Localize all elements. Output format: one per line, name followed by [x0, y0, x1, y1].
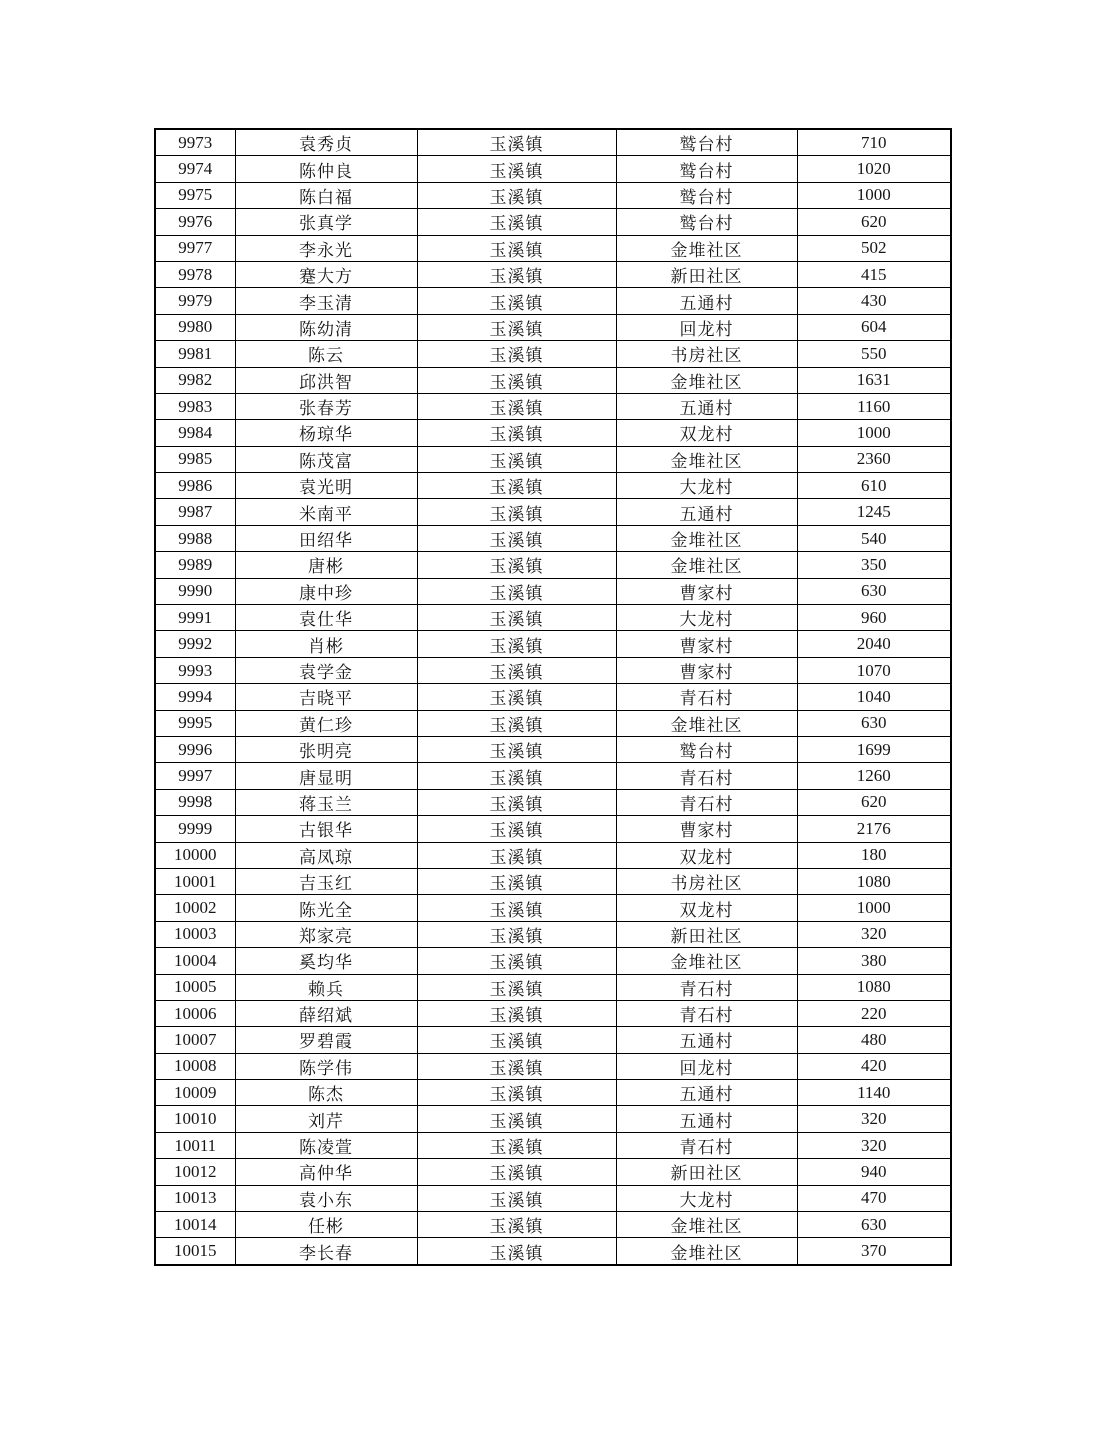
cell-amount: 2040 — [797, 631, 951, 657]
cell-name: 陈仲良 — [235, 156, 417, 182]
cell-name: 张明亮 — [235, 736, 417, 762]
cell-name: 袁秀贞 — [235, 129, 417, 156]
cell-amount: 1020 — [797, 156, 951, 182]
cell-id: 9993 — [155, 657, 235, 683]
cell-id: 10004 — [155, 948, 235, 974]
cell-village: 金堆社区 — [616, 367, 797, 393]
cell-village: 鹫台村 — [616, 736, 797, 762]
cell-id: 10015 — [155, 1238, 235, 1265]
cell-id: 9994 — [155, 684, 235, 710]
table-row — [155, 1053, 951, 1079]
cell-town: 玉溪镇 — [417, 552, 616, 578]
cell-name: 陈凌萱 — [235, 1132, 417, 1158]
cell-town: 玉溪镇 — [417, 156, 616, 182]
table-row — [155, 657, 951, 683]
cell-village: 青石村 — [616, 1000, 797, 1026]
cell-village: 双龙村 — [616, 420, 797, 446]
cell-amount: 960 — [797, 605, 951, 631]
cell-town: 玉溪镇 — [417, 129, 616, 156]
cell-id: 9974 — [155, 156, 235, 182]
cell-name: 陈白福 — [235, 182, 417, 208]
cell-village: 青石村 — [616, 684, 797, 710]
table-row — [155, 631, 951, 657]
cell-amount: 1080 — [797, 868, 951, 894]
cell-id: 9984 — [155, 420, 235, 446]
cell-name: 黄仁珍 — [235, 710, 417, 736]
cell-town: 玉溪镇 — [417, 631, 616, 657]
cell-village: 金堆社区 — [616, 446, 797, 472]
cell-amount: 370 — [797, 1238, 951, 1265]
table-row — [155, 314, 951, 340]
cell-amount: 710 — [797, 129, 951, 156]
cell-id: 9982 — [155, 367, 235, 393]
cell-name: 郑家亮 — [235, 921, 417, 947]
cell-id: 10007 — [155, 1027, 235, 1053]
cell-amount: 940 — [797, 1159, 951, 1185]
cell-id: 9979 — [155, 288, 235, 314]
cell-village: 青石村 — [616, 974, 797, 1000]
cell-amount: 540 — [797, 525, 951, 551]
cell-id: 9999 — [155, 816, 235, 842]
cell-village: 书房社区 — [616, 341, 797, 367]
cell-amount: 630 — [797, 1212, 951, 1238]
table-row — [155, 842, 951, 868]
cell-town: 玉溪镇 — [417, 261, 616, 287]
records-table — [154, 128, 952, 1266]
cell-village: 青石村 — [616, 763, 797, 789]
cell-id: 9986 — [155, 473, 235, 499]
cell-id: 10014 — [155, 1212, 235, 1238]
cell-town: 玉溪镇 — [417, 921, 616, 947]
cell-name: 米南平 — [235, 499, 417, 525]
cell-town: 玉溪镇 — [417, 1159, 616, 1185]
cell-amount: 1000 — [797, 420, 951, 446]
table-row — [155, 261, 951, 287]
cell-amount: 420 — [797, 1053, 951, 1079]
cell-amount: 1040 — [797, 684, 951, 710]
cell-town: 玉溪镇 — [417, 393, 616, 419]
cell-village: 青石村 — [616, 1132, 797, 1158]
table-row — [155, 499, 951, 525]
cell-town: 玉溪镇 — [417, 736, 616, 762]
cell-village: 五通村 — [616, 1027, 797, 1053]
cell-amount: 1070 — [797, 657, 951, 683]
cell-town: 玉溪镇 — [417, 842, 616, 868]
table-row — [155, 1238, 951, 1265]
cell-id: 9996 — [155, 736, 235, 762]
cell-town: 玉溪镇 — [417, 499, 616, 525]
cell-id: 10005 — [155, 974, 235, 1000]
table-row — [155, 235, 951, 261]
cell-town: 玉溪镇 — [417, 314, 616, 340]
cell-village: 青石村 — [616, 789, 797, 815]
cell-village: 曹家村 — [616, 578, 797, 604]
cell-amount: 630 — [797, 578, 951, 604]
table-row — [155, 446, 951, 472]
cell-name: 唐显明 — [235, 763, 417, 789]
cell-id: 10010 — [155, 1106, 235, 1132]
cell-town: 玉溪镇 — [417, 1053, 616, 1079]
cell-village: 五通村 — [616, 499, 797, 525]
cell-village: 金堆社区 — [616, 710, 797, 736]
cell-village: 大龙村 — [616, 473, 797, 499]
cell-amount: 1631 — [797, 367, 951, 393]
cell-village: 鹫台村 — [616, 182, 797, 208]
cell-id: 10011 — [155, 1132, 235, 1158]
cell-amount: 320 — [797, 1132, 951, 1158]
cell-village: 新田社区 — [616, 261, 797, 287]
cell-name: 赖兵 — [235, 974, 417, 1000]
cell-amount: 415 — [797, 261, 951, 287]
cell-town: 玉溪镇 — [417, 341, 616, 367]
cell-village: 金堆社区 — [616, 525, 797, 551]
cell-name: 陈光全 — [235, 895, 417, 921]
cell-amount: 1080 — [797, 974, 951, 1000]
cell-name: 张真学 — [235, 209, 417, 235]
cell-id: 9981 — [155, 341, 235, 367]
cell-amount: 620 — [797, 789, 951, 815]
cell-name: 奚均华 — [235, 948, 417, 974]
cell-name: 袁学金 — [235, 657, 417, 683]
table-row — [155, 129, 951, 156]
cell-town: 玉溪镇 — [417, 288, 616, 314]
cell-village: 书房社区 — [616, 868, 797, 894]
cell-id: 9989 — [155, 552, 235, 578]
cell-amount: 550 — [797, 341, 951, 367]
table-row — [155, 895, 951, 921]
cell-town: 玉溪镇 — [417, 578, 616, 604]
cell-id: 9990 — [155, 578, 235, 604]
table-row — [155, 868, 951, 894]
table-row — [155, 525, 951, 551]
cell-name: 任彬 — [235, 1212, 417, 1238]
cell-amount: 320 — [797, 921, 951, 947]
cell-town: 玉溪镇 — [417, 446, 616, 472]
cell-town: 玉溪镇 — [417, 868, 616, 894]
cell-village: 双龙村 — [616, 895, 797, 921]
cell-name: 陈幼清 — [235, 314, 417, 340]
cell-id: 9998 — [155, 789, 235, 815]
cell-amount: 2176 — [797, 816, 951, 842]
cell-id: 9997 — [155, 763, 235, 789]
cell-id: 10013 — [155, 1185, 235, 1211]
cell-amount: 1699 — [797, 736, 951, 762]
cell-id: 10001 — [155, 868, 235, 894]
cell-town: 玉溪镇 — [417, 1000, 616, 1026]
cell-name: 高仲华 — [235, 1159, 417, 1185]
table-row — [155, 578, 951, 604]
table-row — [155, 684, 951, 710]
table-row — [155, 1106, 951, 1132]
cell-amount: 320 — [797, 1106, 951, 1132]
cell-amount: 1245 — [797, 499, 951, 525]
cell-town: 玉溪镇 — [417, 974, 616, 1000]
cell-village: 曹家村 — [616, 816, 797, 842]
cell-amount: 502 — [797, 235, 951, 261]
table-row — [155, 1212, 951, 1238]
cell-name: 李永光 — [235, 235, 417, 261]
cell-name: 陈云 — [235, 341, 417, 367]
table-row — [155, 393, 951, 419]
cell-id: 9991 — [155, 605, 235, 631]
cell-amount: 1000 — [797, 895, 951, 921]
cell-town: 玉溪镇 — [417, 1027, 616, 1053]
cell-name: 吉玉红 — [235, 868, 417, 894]
cell-town: 玉溪镇 — [417, 1080, 616, 1106]
table-row — [155, 156, 951, 182]
cell-name: 刘芹 — [235, 1106, 417, 1132]
cell-town: 玉溪镇 — [417, 209, 616, 235]
cell-id: 10000 — [155, 842, 235, 868]
cell-name: 张春芳 — [235, 393, 417, 419]
cell-amount: 480 — [797, 1027, 951, 1053]
table-row — [155, 974, 951, 1000]
cell-amount: 630 — [797, 710, 951, 736]
table-row — [155, 1159, 951, 1185]
cell-amount: 1260 — [797, 763, 951, 789]
cell-town: 玉溪镇 — [417, 420, 616, 446]
cell-name: 李长春 — [235, 1238, 417, 1265]
cell-amount: 1000 — [797, 182, 951, 208]
cell-id: 10012 — [155, 1159, 235, 1185]
cell-village: 新田社区 — [616, 1159, 797, 1185]
cell-town: 玉溪镇 — [417, 605, 616, 631]
cell-name: 杨琼华 — [235, 420, 417, 446]
cell-village: 五通村 — [616, 1080, 797, 1106]
cell-name: 袁光明 — [235, 473, 417, 499]
cell-id: 9976 — [155, 209, 235, 235]
cell-id: 9988 — [155, 525, 235, 551]
cell-town: 玉溪镇 — [417, 235, 616, 261]
cell-id: 9995 — [155, 710, 235, 736]
cell-town: 玉溪镇 — [417, 895, 616, 921]
cell-town: 玉溪镇 — [417, 816, 616, 842]
cell-village: 大龙村 — [616, 1185, 797, 1211]
cell-town: 玉溪镇 — [417, 710, 616, 736]
cell-amount: 430 — [797, 288, 951, 314]
cell-id: 10008 — [155, 1053, 235, 1079]
cell-amount: 180 — [797, 842, 951, 868]
cell-village: 回龙村 — [616, 1053, 797, 1079]
cell-town: 玉溪镇 — [417, 948, 616, 974]
cell-town: 玉溪镇 — [417, 763, 616, 789]
cell-amount: 350 — [797, 552, 951, 578]
table-row — [155, 921, 951, 947]
cell-town: 玉溪镇 — [417, 657, 616, 683]
cell-id: 9987 — [155, 499, 235, 525]
cell-name: 肖彬 — [235, 631, 417, 657]
cell-id: 9973 — [155, 129, 235, 156]
cell-town: 玉溪镇 — [417, 473, 616, 499]
cell-town: 玉溪镇 — [417, 525, 616, 551]
cell-id: 9980 — [155, 314, 235, 340]
cell-id: 10006 — [155, 1000, 235, 1026]
cell-amount: 2360 — [797, 446, 951, 472]
cell-town: 玉溪镇 — [417, 684, 616, 710]
cell-amount: 220 — [797, 1000, 951, 1026]
table-row — [155, 182, 951, 208]
cell-village: 鹫台村 — [616, 129, 797, 156]
cell-amount: 470 — [797, 1185, 951, 1211]
table-row — [155, 341, 951, 367]
cell-amount: 1160 — [797, 393, 951, 419]
cell-village: 新田社区 — [616, 921, 797, 947]
cell-village: 曹家村 — [616, 631, 797, 657]
cell-town: 玉溪镇 — [417, 789, 616, 815]
cell-name: 高凤琼 — [235, 842, 417, 868]
cell-name: 袁小东 — [235, 1185, 417, 1211]
cell-id: 10002 — [155, 895, 235, 921]
cell-amount: 620 — [797, 209, 951, 235]
cell-amount: 604 — [797, 314, 951, 340]
cell-village: 鹫台村 — [616, 156, 797, 182]
cell-id: 9983 — [155, 393, 235, 419]
table-row — [155, 1080, 951, 1106]
cell-id: 10003 — [155, 921, 235, 947]
table-row — [155, 288, 951, 314]
cell-id: 9992 — [155, 631, 235, 657]
cell-town: 玉溪镇 — [417, 1185, 616, 1211]
cell-name: 邱洪智 — [235, 367, 417, 393]
cell-name: 李玉清 — [235, 288, 417, 314]
cell-name: 袁仕华 — [235, 605, 417, 631]
table-row — [155, 605, 951, 631]
cell-village: 金堆社区 — [616, 235, 797, 261]
cell-name: 陈杰 — [235, 1080, 417, 1106]
cell-town: 玉溪镇 — [417, 1238, 616, 1265]
cell-id: 9985 — [155, 446, 235, 472]
cell-town: 玉溪镇 — [417, 1132, 616, 1158]
table-row — [155, 816, 951, 842]
cell-name: 古银华 — [235, 816, 417, 842]
table-row — [155, 209, 951, 235]
table-row — [155, 420, 951, 446]
cell-village: 大龙村 — [616, 605, 797, 631]
cell-amount: 380 — [797, 948, 951, 974]
cell-name: 罗碧霞 — [235, 1027, 417, 1053]
cell-name: 唐彬 — [235, 552, 417, 578]
cell-town: 玉溪镇 — [417, 182, 616, 208]
cell-amount: 610 — [797, 473, 951, 499]
cell-name: 蹇大方 — [235, 261, 417, 287]
records-table-body — [155, 129, 951, 1265]
cell-name: 田绍华 — [235, 525, 417, 551]
table-row — [155, 1027, 951, 1053]
cell-village: 金堆社区 — [616, 948, 797, 974]
cell-village: 回龙村 — [616, 314, 797, 340]
cell-town: 玉溪镇 — [417, 367, 616, 393]
cell-village: 曹家村 — [616, 657, 797, 683]
cell-name: 吉晓平 — [235, 684, 417, 710]
table-row — [155, 789, 951, 815]
cell-village: 五通村 — [616, 288, 797, 314]
table-row — [155, 736, 951, 762]
cell-village: 五通村 — [616, 393, 797, 419]
cell-name: 薛绍斌 — [235, 1000, 417, 1026]
cell-village: 金堆社区 — [616, 552, 797, 578]
table-row — [155, 763, 951, 789]
cell-town: 玉溪镇 — [417, 1212, 616, 1238]
table-row — [155, 367, 951, 393]
cell-village: 鹫台村 — [616, 209, 797, 235]
cell-village: 金堆社区 — [616, 1212, 797, 1238]
cell-id: 9978 — [155, 261, 235, 287]
table-row — [155, 1132, 951, 1158]
cell-name: 蒋玉兰 — [235, 789, 417, 815]
cell-id: 10009 — [155, 1080, 235, 1106]
cell-id: 9977 — [155, 235, 235, 261]
table-row — [155, 710, 951, 736]
cell-id: 9975 — [155, 182, 235, 208]
cell-town: 玉溪镇 — [417, 1106, 616, 1132]
table-row — [155, 948, 951, 974]
cell-name: 陈学伟 — [235, 1053, 417, 1079]
cell-village: 五通村 — [616, 1106, 797, 1132]
cell-village: 金堆社区 — [616, 1238, 797, 1265]
cell-village: 双龙村 — [616, 842, 797, 868]
cell-name: 康中珍 — [235, 578, 417, 604]
cell-amount: 1140 — [797, 1080, 951, 1106]
table-row — [155, 473, 951, 499]
table-row — [155, 1000, 951, 1026]
cell-name: 陈茂富 — [235, 446, 417, 472]
table-row — [155, 552, 951, 578]
table-row — [155, 1185, 951, 1211]
